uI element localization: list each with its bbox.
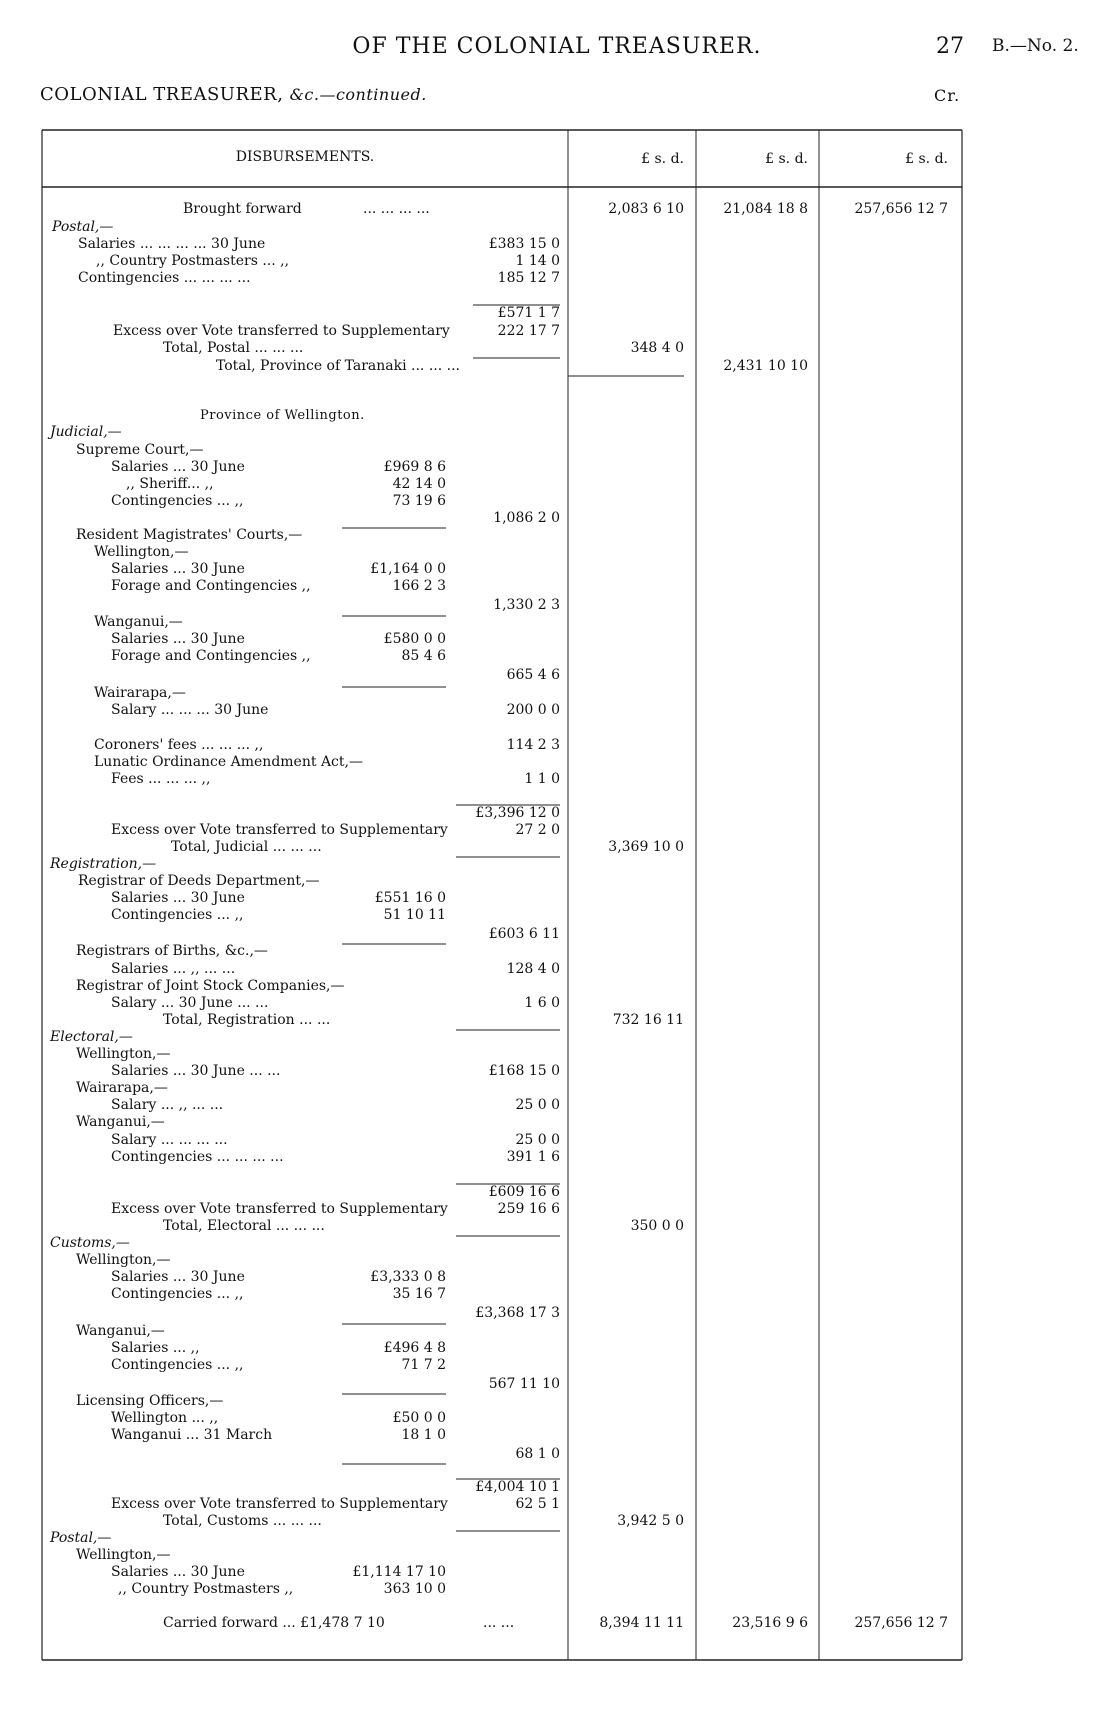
ledger-amount: 85 4 6 — [401, 648, 446, 664]
ledger-amount: 2,431 10 10 — [723, 358, 808, 374]
ledger-text: Wanganui,— — [76, 1114, 165, 1130]
ledger-text: Total, Judicial ... ... ... — [171, 839, 322, 855]
ledger-amount: 1 6 0 — [524, 995, 560, 1011]
ledger-text: Excess over Vote transferred to Supplementary — [113, 323, 450, 339]
ledger-text: Wellington,— — [76, 1547, 171, 1563]
ledger-text: Salary ... ... ... ... — [111, 1132, 228, 1148]
ledger-amount: £551 16 0 — [374, 890, 446, 906]
document-reference: B.—No. 2. — [992, 36, 1079, 56]
ledger-amount: 567 11 10 — [488, 1376, 560, 1392]
ledger-amount: 391 1 6 — [506, 1149, 560, 1165]
ledger-amount: £1,114 17 10 — [352, 1564, 446, 1580]
page-number: 27 — [936, 34, 964, 59]
ledger-text: Forage and Contingencies ,, — [111, 578, 311, 594]
ledger-text: Licensing Officers,— — [76, 1393, 224, 1409]
ledger-amount: 25 0 0 — [515, 1132, 560, 1148]
column-header-money-1: £ s. d. — [641, 151, 684, 167]
ledger-text: Excess over Vote transferred to Supplementary — [111, 1496, 448, 1512]
ledger-text: Contingencies ... ,, — [111, 907, 244, 923]
ledger-amount: 1,086 2 0 — [493, 510, 560, 526]
ledger-text: Contingencies ... ,, — [111, 493, 244, 509]
ledger-text: Postal,— — [50, 1530, 112, 1546]
ledger-text: Total, Electoral ... ... ... — [163, 1218, 325, 1234]
ledger-amount: 166 2 3 — [392, 578, 446, 594]
ledger-text: ,, Sheriff... ,, — [126, 476, 214, 492]
ledger-text: Salaries ... ... ... ... 30 June — [78, 236, 266, 252]
credit-side-label: Cr. — [934, 86, 961, 105]
ledger-text: Salaries ... 30 June — [111, 459, 245, 475]
ledger-amount: £603 6 11 — [488, 926, 560, 942]
ledger-amount: 73 19 6 — [392, 493, 446, 509]
ledger-text: Salaries ... 30 June — [111, 890, 245, 906]
ledger-text: Total, Province of Taranaki ... ... ... — [216, 358, 460, 374]
ledger-amount: £571 1 7 — [497, 305, 560, 321]
ledger-text: Contingencies ... ... ... ... — [78, 270, 251, 286]
ledger-text: Wellington,— — [94, 544, 189, 560]
ledger-text: Judicial,— — [50, 424, 122, 440]
ledger-text: Salaries ... 30 June — [111, 561, 245, 577]
ledger-amount: 3,942 5 0 — [617, 1513, 684, 1529]
ledger-text: Wellington ... ,, — [111, 1410, 219, 1426]
ledger-amount: 68 1 0 — [515, 1446, 560, 1462]
ledger-text: Brought forward — [183, 201, 302, 217]
ledger-amount: 27 2 0 — [515, 822, 560, 838]
ledger-text: Total, Customs ... ... ... — [163, 1513, 322, 1529]
ledger-amount: 25 0 0 — [515, 1097, 560, 1113]
ledger-amount: 128 4 0 — [506, 961, 560, 977]
ledger-amount: £3,368 17 3 — [475, 1305, 560, 1321]
ledger-text: Total, Postal ... ... ... — [163, 340, 304, 356]
ledger-text: ... ... — [483, 1615, 515, 1631]
ledger-amount: £168 15 0 — [488, 1063, 560, 1079]
ledger-amount: 21,084 18 8 — [723, 201, 808, 217]
ledger-text: Wairarapa,— — [76, 1080, 168, 1096]
ledger-amount: 1,330 2 3 — [493, 597, 560, 613]
ledger-text: Fees ... ... ... ,, — [111, 771, 211, 787]
ledger-text: Customs,— — [50, 1235, 130, 1251]
ledger-amount: £3,333 0 8 — [370, 1269, 446, 1285]
ledger-text: Forage and Contingencies ,, — [111, 648, 311, 664]
ledger-text: Carried forward ... £1,478 7 10 — [163, 1615, 385, 1631]
ledger-text: Salaries ... 30 June — [111, 1269, 245, 1285]
ledger-amount: 18 1 0 — [401, 1427, 446, 1443]
ledger-text: Salary ... 30 June ... ... — [111, 995, 269, 1011]
ledger-amount: 222 17 7 — [497, 323, 560, 339]
ledger-amount: 350 0 0 — [630, 1218, 684, 1234]
ledger-amount: 185 12 7 — [497, 270, 560, 286]
column-header-disbursements: DISBURSEMENTS. — [235, 149, 375, 165]
ledger-amount: 200 0 0 — [506, 702, 560, 718]
ledger-text: Contingencies ... ,, — [111, 1286, 244, 1302]
ledger-text: Salaries ... 30 June ... ... — [111, 1063, 281, 1079]
ledger-text: Excess over Vote transferred to Supplementary — [111, 822, 448, 838]
ledger-text: Registrar of Deeds Department,— — [78, 873, 320, 889]
ledger-amount: £580 0 0 — [383, 631, 446, 647]
ledger-amount: 2,083 6 10 — [608, 201, 684, 217]
ledger-text: Excess over Vote transferred to Supplementary — [111, 1201, 448, 1217]
ledger-amount: 62 5 1 — [515, 1496, 560, 1512]
ledger-amount: 732 16 11 — [612, 1012, 684, 1028]
ledger-text: Salary ... ,, ... ... — [111, 1097, 224, 1113]
column-header-money-3: £ s. d. — [905, 151, 948, 167]
ledger-text: Salaries ... ,, — [111, 1340, 200, 1356]
ledger-text: ... ... ... ... — [363, 201, 430, 217]
ledger-amount: £496 4 8 — [383, 1340, 446, 1356]
ledger-text: Lunatic Ordinance Amendment Act,— — [94, 754, 363, 770]
ledger-amount: 71 7 2 — [401, 1357, 446, 1373]
ledger-amount: £4,004 10 1 — [475, 1479, 560, 1495]
ledger-amount: 665 4 6 — [506, 667, 560, 683]
ledger-text: Coroners' fees ... ... ... ,, — [94, 737, 264, 753]
ledger-text: Electoral,— — [50, 1029, 133, 1045]
ledger-text: Supreme Court,— — [76, 442, 204, 458]
ledger-text: Contingencies ... ,, — [111, 1357, 244, 1373]
ledger-amount: 363 10 0 — [383, 1581, 446, 1597]
section-heading-continued: &c.—continued. — [289, 85, 427, 104]
ledger-text: Province of Wellington. — [200, 408, 365, 423]
ledger-text: Salary ... ... ... 30 June — [111, 702, 269, 718]
ledger-amount: 42 14 0 — [392, 476, 446, 492]
ledger-amount: £50 0 0 — [392, 1410, 446, 1426]
ledger-text: Wanganui ... 31 March — [111, 1427, 273, 1443]
ledger-text: Wellington,— — [76, 1046, 171, 1062]
ledger-amount: 1 14 0 — [515, 253, 560, 269]
ledger-text: Registrars of Births, &c.,— — [76, 943, 268, 959]
ledger-text: Wellington,— — [76, 1252, 171, 1268]
ledger-amount: £609 16 6 — [488, 1184, 560, 1200]
ledger-amount: 8,394 11 11 — [599, 1615, 684, 1631]
ledger-text: Wanganui,— — [76, 1323, 165, 1339]
ledger-amount: 259 16 6 — [497, 1201, 560, 1217]
ledger-amount: 3,369 10 0 — [608, 839, 684, 855]
ledger-text: ,, Country Postmasters ... ,, — [96, 253, 290, 269]
ledger-text: Salaries ... ,, ... ... — [111, 961, 236, 977]
ledger-amount: 257,656 12 7 — [854, 1615, 948, 1631]
ledger-amount: 23,516 9 6 — [732, 1615, 808, 1631]
ledger-amount: £1,164 0 0 — [370, 561, 446, 577]
ledger-text: Salaries ... 30 June — [111, 1564, 245, 1580]
ledger-amount: 35 16 7 — [392, 1286, 446, 1302]
ledger-text: Registrar of Joint Stock Companies,— — [76, 978, 345, 994]
ledger-amount: 348 4 0 — [630, 340, 684, 356]
page-title: OF THE COLONIAL TREASURER. — [352, 34, 762, 59]
ledger-text: ,, Country Postmasters ,, — [118, 1581, 294, 1597]
ledger-amount: £969 8 6 — [383, 459, 446, 475]
ledger-text: Salaries ... 30 June — [111, 631, 245, 647]
ledger-amount: 257,656 12 7 — [854, 201, 948, 217]
ledger-amount: 114 2 3 — [506, 737, 560, 753]
ledger-text: Contingencies ... ... ... ... — [111, 1149, 284, 1165]
ledger-text: Postal,— — [52, 219, 114, 235]
ledger-amount: 51 10 11 — [383, 907, 446, 923]
ledger-text: Wanganui,— — [94, 614, 183, 630]
ledger-text: Wairarapa,— — [94, 685, 186, 701]
ledger-text: Registration,— — [50, 856, 157, 872]
ledger-text: Total, Registration ... ... — [163, 1012, 331, 1028]
ledger-amount: £383 15 0 — [488, 236, 560, 252]
ledger-amount: 1 1 0 — [524, 771, 560, 787]
ledger-text: Resident Magistrates' Courts,— — [76, 527, 303, 543]
column-header-money-2: £ s. d. — [765, 151, 808, 167]
ledger-amount: £3,396 12 0 — [475, 805, 560, 821]
section-heading-main: COLONIAL TREASURER, — [40, 84, 290, 105]
